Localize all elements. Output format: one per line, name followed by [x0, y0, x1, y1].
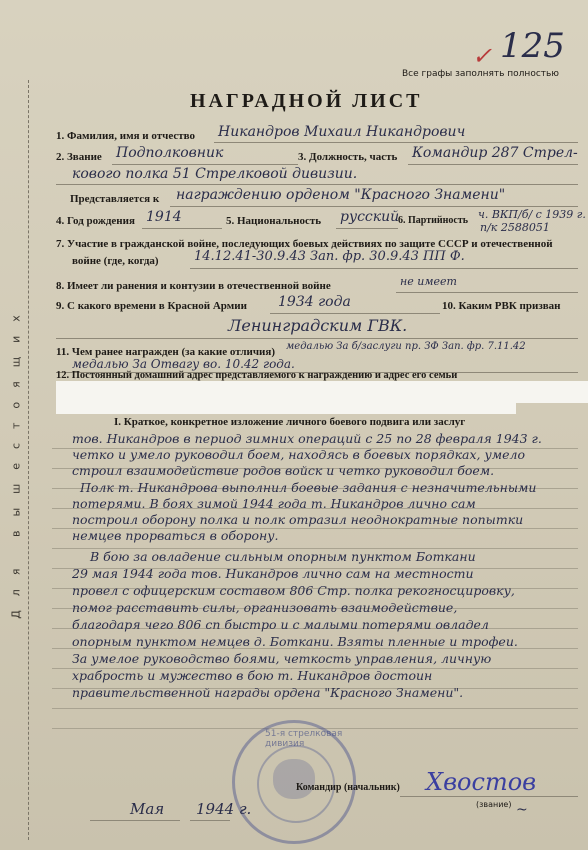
field-6-value: ч. ВКП/б/ с 1939 г.: [478, 208, 586, 221]
field-2-value: Подполковник: [116, 145, 224, 161]
narrative-line: четко и умело руководил боем, находясь в боевых порядках, умело: [72, 447, 526, 462]
field-7-value: 14.12.41-30.9.43 Зап. фр. 30.9.43 ПП Ф.: [194, 249, 465, 264]
all-fields-note: Все графы заполнять полностью: [402, 69, 559, 79]
narrative-line: опорным пунктом немцев д. Боткани. Взяты пленные и трофеи.: [72, 634, 518, 649]
field-5-label: 5. Национальность: [226, 215, 322, 227]
field-3-continuation: кового полка 51 Стрелковой дивизии.: [72, 166, 358, 182]
redacted-address-2: [56, 400, 516, 414]
field-11-label: 11. Чем ранее награжден (за какие отличия): [56, 346, 275, 358]
field-11-value: медалью За б/заслуги пр. ЗФ Зап. фр. 7.11.42: [286, 341, 526, 352]
date-month: Мая: [130, 800, 165, 818]
commander-signature: Хвостов: [426, 768, 537, 796]
page-title: НАГРАДНОЙ ЛИСТ: [190, 90, 423, 112]
field-1-value: Никандров Михаил Никандрович: [218, 124, 466, 140]
field-5-value: русский: [340, 209, 400, 225]
narrative-line: тов. Никандров в период зимних операций с 25 по 28 февраля 1943 г.: [72, 431, 542, 446]
field-9-value: 1934 года: [278, 294, 351, 310]
field-8-value: не имеет: [400, 275, 457, 288]
check-mark: ✓: [472, 42, 493, 70]
field-12-label: 12. Постоянный домашний адрес представляемого к награждению и адрес его семьи: [56, 370, 458, 381]
emblem-icon: [273, 759, 315, 799]
date-year: 1944 г.: [196, 800, 252, 818]
commander-label: Командир (начальник): [296, 782, 400, 793]
narrative-line: 29 мая 1944 года тов. Никандров лично сам на местности: [72, 566, 474, 581]
field-9-label: 9. С какого времени в Красной Армии: [56, 300, 247, 312]
official-stamp: 51-я стрелковая дивизия: [232, 720, 356, 844]
field-6-label: 6. Партийность: [398, 215, 469, 226]
field-4-value: 1914: [146, 209, 182, 225]
field-11-value-2: медалью За Отвагу во. 10.42 года.: [72, 357, 295, 371]
field-4-label: 4. Год рождения: [56, 215, 135, 227]
narrative-line: правительственной награды ордена "Красного Знамени".: [72, 685, 464, 700]
field-6-card: п/к 2588051: [480, 221, 550, 234]
narrative-line: В бою за овладение сильным опорным пунктом Боткани: [90, 549, 476, 564]
narrative-line: За умелое руководство боями, четкость управления, личную: [72, 651, 492, 666]
field-7-label: 7. Участие в гражданской войне, последующих боевых действиях по защите СССР и отечественной: [56, 238, 553, 250]
rank-signature: ~: [516, 802, 528, 818]
narrative-line: немцев прорваться в оборону.: [72, 528, 279, 543]
present-value: награждению орденом "Красного Знамени": [176, 187, 506, 203]
present-label: Представляется к: [70, 193, 160, 205]
narrative-line: благодаря чего 806 сп быстро и с малыми потерями овладел: [72, 617, 489, 632]
field-10-value: Ленинградским ГВК.: [228, 316, 408, 335]
narrative-line: потерями. В боях зимой 1944 года т. Никандров лично сам: [72, 496, 476, 511]
rank-label: (звание): [476, 800, 512, 809]
narrative-line: провел с офицерским составом 806 Стр. полка рекогносцировку,: [72, 583, 515, 598]
section-title: I. Краткое, конкретное изложение личного боевого подвига или заслуг: [114, 416, 466, 428]
field-8-label: 8. Имеет ли ранения и контузии в отечественной войне: [56, 280, 331, 292]
narrative-line: помог расставить силы, организовать взаимодействие,: [72, 600, 458, 615]
field-7-label-cont: войне (где, когда): [72, 255, 159, 267]
field-2-label: 2. Звание: [56, 151, 102, 163]
narrative-line: построил оборону полка и полк отразил неоднократные попытки: [72, 512, 524, 527]
narrative-line: храбрость и мужество в бою т. Никандров достоин: [72, 668, 433, 683]
narrative-line: строил взаимодействие родов войск и четко руководил боем.: [72, 463, 495, 478]
narrative-line: Полк т. Никандрова выполнил боевые задания с незначительными: [80, 480, 537, 495]
field-3-value: Командир 287 Стрел-: [412, 145, 578, 161]
sheet-number: 125: [500, 26, 565, 66]
field-10-label: 10. Каким РВК призван: [442, 300, 561, 312]
field-1-label: 1. Фамилия, имя и отчество: [56, 130, 195, 142]
field-3-label: 3. Должность, часть: [298, 151, 398, 163]
side-margin-text: Для вышестоящих: [4, 80, 29, 840]
